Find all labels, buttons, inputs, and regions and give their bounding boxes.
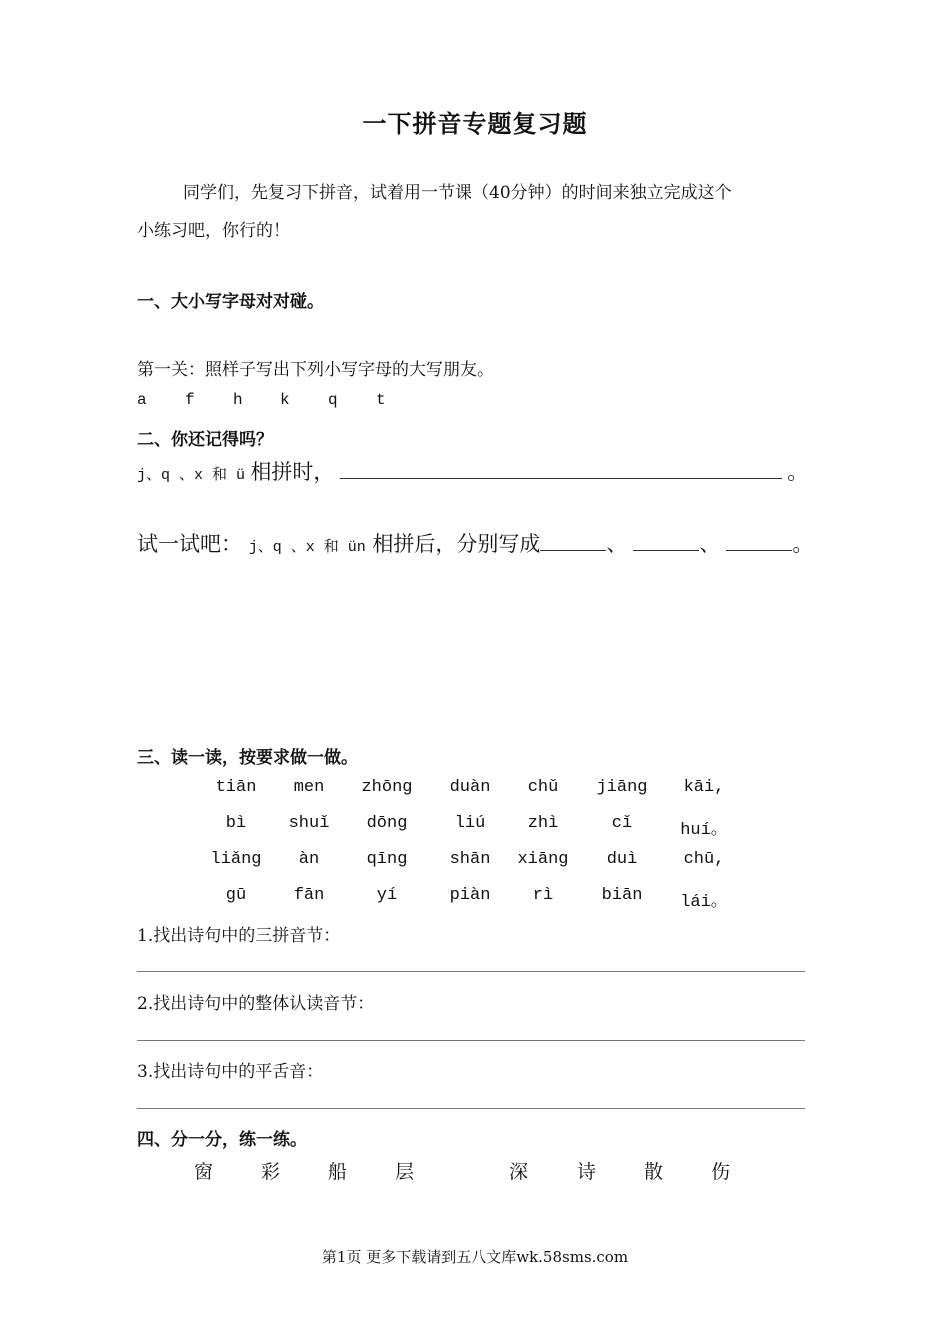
answer-line-2[interactable]: [137, 1040, 805, 1041]
pinyin-syllable: tiān: [215, 778, 257, 797]
pinyin-syllable: rì: [532, 886, 554, 905]
question-1: 1.找出诗句中的三拼音节：: [137, 926, 341, 946]
pinyin-syllable: huí。: [680, 821, 728, 840]
pinyin-syllable: men: [293, 778, 325, 797]
section-4-heading: 四、分一分，练一练。: [137, 1130, 307, 1150]
pinyin-syllable: zhōng: [361, 778, 413, 797]
line-2-rest: 相拼后，分别写成: [372, 532, 541, 556]
question-2: 2.找出诗句中的整体认读音节：: [137, 994, 375, 1014]
section-1-heading: 一、大小写字母对对碰。: [137, 292, 324, 312]
letter-q: q: [328, 391, 338, 409]
pinyin-syllable: piàn: [449, 886, 491, 905]
answer-blank-3[interactable]: [726, 532, 792, 551]
char-item: 诗: [577, 1161, 597, 1183]
char-item: 窗: [194, 1161, 214, 1183]
pinyin-syllable: jiāng: [596, 778, 648, 797]
line-1-text: 相拼时，: [250, 460, 335, 484]
pinyin-syllable: biān: [601, 886, 643, 905]
letter-h: h: [233, 391, 243, 409]
char-item: 船: [328, 1161, 348, 1183]
jqx-u-letters: j、q 、x 和 ü: [137, 467, 246, 484]
letter-k: k: [280, 391, 290, 409]
answer-blank-1[interactable]: [540, 532, 606, 551]
separator: 、: [606, 532, 628, 556]
char-item: 彩: [261, 1161, 281, 1183]
section-2-heading: 二、你还记得吗？: [137, 430, 273, 450]
letter-t: t: [376, 391, 386, 409]
char-item: 散: [644, 1161, 664, 1183]
pinyin-syllable: gū: [225, 886, 247, 905]
section-2-line-2: [137, 528, 813, 558]
pinyin-syllable: qīng: [366, 850, 408, 869]
pinyin-syllable: yí: [376, 886, 398, 905]
char-item: 层: [395, 1161, 415, 1183]
pinyin-syllable: duàn: [449, 778, 491, 797]
line-1-end: 。: [787, 460, 809, 484]
page-footer: 第1页 更多下载请到五八文库wk.58sms.com: [321, 1248, 629, 1266]
try-label: 试一试吧：: [137, 532, 242, 556]
pinyin-syllable: duì: [606, 850, 638, 869]
pinyin-syllable: liǎng: [210, 850, 262, 869]
char-item: 深: [509, 1161, 529, 1183]
answer-blank-2[interactable]: [633, 532, 699, 551]
pinyin-syllable: lái。: [680, 893, 728, 912]
answer-line-3[interactable]: [137, 1108, 805, 1109]
intro-line-1: 同学们，先复习下拼音，试着用一节课（40分钟）的时间来独立完成这个: [183, 183, 732, 203]
line-2-end: 。: [792, 532, 814, 556]
separator: 、: [699, 532, 721, 556]
pinyin-syllable: chū,: [683, 850, 725, 869]
pinyin-syllable: cǐ: [611, 814, 633, 833]
intro-line-2: 小练习吧，你行的！: [137, 221, 290, 241]
page-title: 一下拼音专题复习题: [362, 109, 588, 138]
pinyin-syllable: xiāng: [517, 850, 569, 869]
letter-a: a: [137, 391, 147, 409]
char-item: 伤: [711, 1161, 731, 1183]
pinyin-syllable: fān: [293, 886, 325, 905]
pinyin-syllable: liú: [454, 814, 486, 833]
pinyin-syllable: dōng: [366, 814, 408, 833]
jqx-un-letters: j、q 、x 和 ün: [248, 539, 366, 556]
question-3: 3.找出诗句中的平舌音：: [137, 1062, 324, 1082]
answer-line-1[interactable]: [137, 971, 805, 972]
pinyin-syllable: shuǐ: [288, 814, 330, 833]
pinyin-syllable: bì: [225, 814, 247, 833]
section-2-line-1: [137, 456, 808, 486]
answer-blank[interactable]: [340, 460, 782, 479]
pinyin-syllable: kāi,: [683, 778, 725, 797]
pinyin-syllable: àn: [298, 850, 320, 869]
pinyin-syllable: chǔ: [527, 778, 559, 797]
letter-f: f: [185, 391, 195, 409]
section-1-task: 第一关：照样子写出下列小写字母的大写朋友。: [137, 360, 494, 380]
pinyin-syllable: shān: [449, 850, 491, 869]
pinyin-syllable: zhì: [527, 814, 559, 833]
section-3-heading: 三、读一读，按要求做一做。: [137, 748, 358, 768]
